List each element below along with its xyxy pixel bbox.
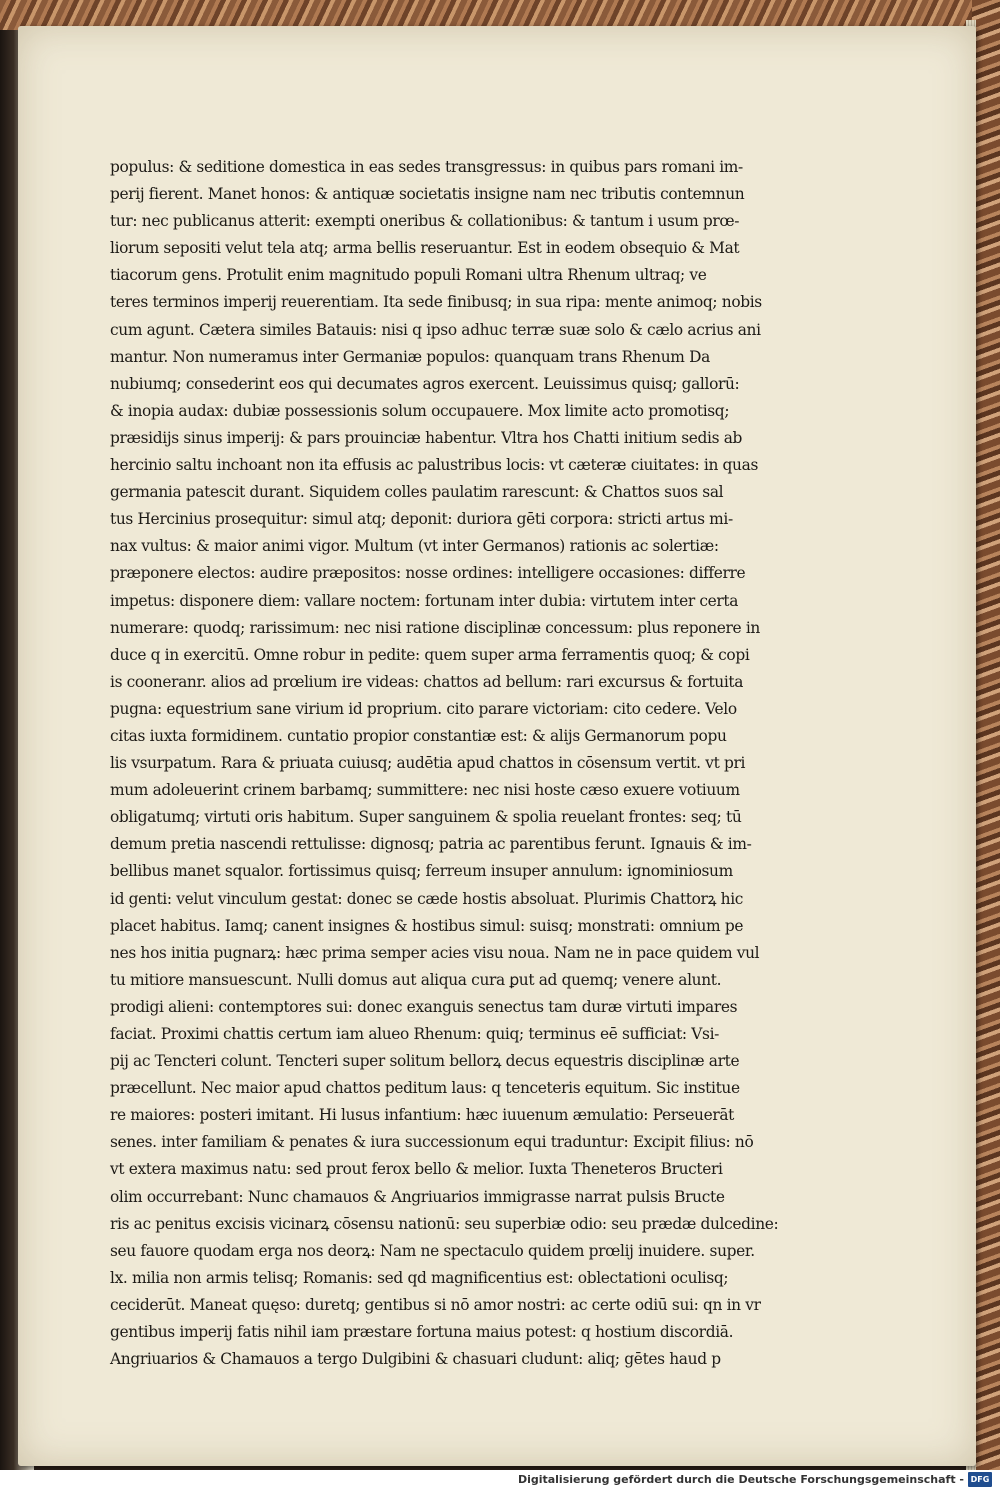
text-line: gentibus imperij fatis nihil iam præstare fortuna maius potest: q hostium discordiā. xyxy=(110,1323,734,1342)
text-line: pij ac Tencteri colunt. Tencteri super solitum bellorꝝ decus equestris disciplinæ arte xyxy=(110,1052,740,1071)
text-block xyxy=(110,154,816,1373)
text-line: teres terminos imperij reuerentiam. Ita sede finibusq; in sua ripa: mente animoq; nobis xyxy=(110,293,762,312)
text-line: liorum sepositi velut tela atq; arma bellis reseruantur. Est in eodem obsequio & Mat xyxy=(110,239,740,258)
book-cover-right xyxy=(972,0,1000,1470)
text-line: seu fauore quodam erga nos deorꝝ: Nam ne spectaculo quidem prœlij inuidere. super. xyxy=(110,1241,755,1260)
text-line: ris ac penitus excisis vicinarꝝ cōsensu nationū: seu superbiæ odio: seu prædæ dulcedine: xyxy=(110,1214,779,1233)
text-line: præponere electos: audire præpositos: nosse ordines: intelligere occasiones: differre xyxy=(110,564,746,583)
text-line: tus Hercinius prosequitur: simul atq; deponit: duriora gēti corpora: stricti artus mi- xyxy=(110,510,733,529)
text-line: præcellunt. Nec maior apud chattos peditum laus: q tenceteris equitum. Sic institue xyxy=(110,1079,740,1098)
text-line: tiacorum gens. Protulit enim magnitudo populi Romani ultra Rhenum ultraq; ve xyxy=(110,266,707,285)
text-line: impetus: disponere diem: vallare noctem: fortunam inter dubia: virtutem inter certa xyxy=(110,591,739,610)
text-line: Angriuarios & Chamauos a tergo Dulgibini & chasuari cludunt: aliq; gētes haud p xyxy=(110,1350,721,1369)
text-line: germania patescit durant. Siquidem colles paulatim rarescunt: & Chattos suos sal xyxy=(110,483,724,502)
text-line: lx. milia non armis telisq; Romanis: sed qd magnificentius est: oblectationi oculisq; xyxy=(110,1268,729,1287)
text-line: perij fierent. Manet honos: & antiquæ societatis insigne nam nec tributis contemnun xyxy=(110,185,745,204)
text-line: is cooneranr. alios ad prœlium ire videas: chattos ad bellum: rari excursus & fortuita xyxy=(110,672,744,691)
text-line: tu mitiore mansuescunt. Nulli domus aut aliqua cura ꝑut ad quemq; venere alunt. xyxy=(110,970,722,989)
text-line: vt extera maximus natu: sed prout ferox bello & melior. Iuxta Theneteros Bructeri xyxy=(110,1160,723,1179)
text-line: populus: & seditione domestica in eas sedes transgressus: in quibus pars romani im- xyxy=(110,158,743,176)
text-line: bellibus manet squalor. fortissimus quisq; ferreum insuper annulum: ignominiosum xyxy=(110,862,733,881)
text-line: citas iuxta formidinem. cuntatio propior constantiæ est: & alijs Germanorum popu xyxy=(110,726,727,745)
text-line: nax vultus: & maior animi vigor. Multum (vt inter Germanos) rationis ac solertiæ: xyxy=(110,537,719,556)
text-line: numerare: quodq; rarissimum: nec nisi ratione disciplinæ concessum: plus reponere in xyxy=(110,618,760,637)
text-line: & inopia audax: dubiæ possessionis solum occupauere. Mox limite acto promotisq; xyxy=(110,401,730,420)
text-line: cum agunt. Cætera similes Batauis: nisi q ipso adhuc terræ suæ solo & cælo acrius ani xyxy=(110,320,761,339)
text-line: ceciderūt. Maneat quęso: duretq; gentibus si nō amor nostri: ac certe odiū sui: qn in vr xyxy=(110,1295,761,1314)
text-line: demum pretia nascendi rettulisse: dignosq; patria ac parentibus ferunt. Ignauis & im- xyxy=(110,835,752,854)
funding-note: Digitalisierung gefördert durch die Deutsche Forschungsgemeinschaft - xyxy=(517,1473,964,1486)
text-line: prodigi alieni: contemptores sui: donec exanguis senectus tam duræ virtuti impares xyxy=(110,997,738,1016)
text-line: obligatumq; virtuti oris habitum. Super sanguinem & spolia reuelant frontes: seq; tū xyxy=(110,808,742,827)
text-line: nubiumq; consederint eos qui decumates agros exercent. Leuissimus quisq; gallorū: xyxy=(110,374,740,393)
text-line: pugna: equestrium sane virium id proprium. cito parare victoriam: cito cedere. Velo xyxy=(110,699,737,718)
text-line: senes. inter familiam & penates & iura successionum equi traduntur: Excipit filius: nō xyxy=(110,1133,754,1152)
text-line: hercinio saltu inchoant non ita effusis ac palustribus locis: vt cæteræ ciuitates: in quas xyxy=(110,456,758,475)
text-line: tur: nec publicanus atterit: exempti oneribus & collationibus: & tantum i usum prœ- xyxy=(110,212,740,231)
text-line: mantur. Non numeramus inter Germaniæ populos: quanquam trans Rhenum Da xyxy=(110,347,710,366)
text-line: duce q in exercitū. Omne robur in pedite: quem super arma ferramentis quoq; & copi xyxy=(110,645,750,664)
dfg-logo: DFG xyxy=(968,1472,992,1487)
text-line: lis vsurpatum. Rara & priuata cuiusq; audētia apud chattos in cōsensum vertit. vt pri xyxy=(110,754,746,773)
text-line: olim occurrebant: Nunc chamauos & Angriuarios immigrasse narrat pulsis Bructe xyxy=(110,1187,725,1206)
text-line: re maiores: posteri imitant. Hi lusus infantium: hæc iuuenum æmulatio: Perseuerāt xyxy=(110,1106,735,1125)
book-page xyxy=(18,26,976,1466)
text-line: id genti: velut vinculum gestat: donec se cæde hostis absoluat. Plurimis Chattorꝝ hic xyxy=(110,889,744,908)
footer-bar xyxy=(0,1470,1000,1490)
text-line: mum adoleuerint crinem barbamq; summittere: nec nisi hoste cæso exuere votiuum xyxy=(110,781,740,800)
text-line: nes hos initia pugnarꝝ: hæc prima semper acies visu noua. Nam ne in pace quidem vul xyxy=(110,943,760,962)
text-line: placet habitus. Iamq; canent insignes & hostibus simul: suisq; monstrati: omnium pe xyxy=(110,916,744,935)
text-line: præsidijs sinus imperij: & pars prouinciæ habentur. Vltra hos Chatti initium sedis ab xyxy=(110,428,743,447)
text-line: faciat. Proximi chattis certum iam alueo Rhenum: quiq; terminus eē sufficiat: Vsi- xyxy=(110,1025,720,1043)
